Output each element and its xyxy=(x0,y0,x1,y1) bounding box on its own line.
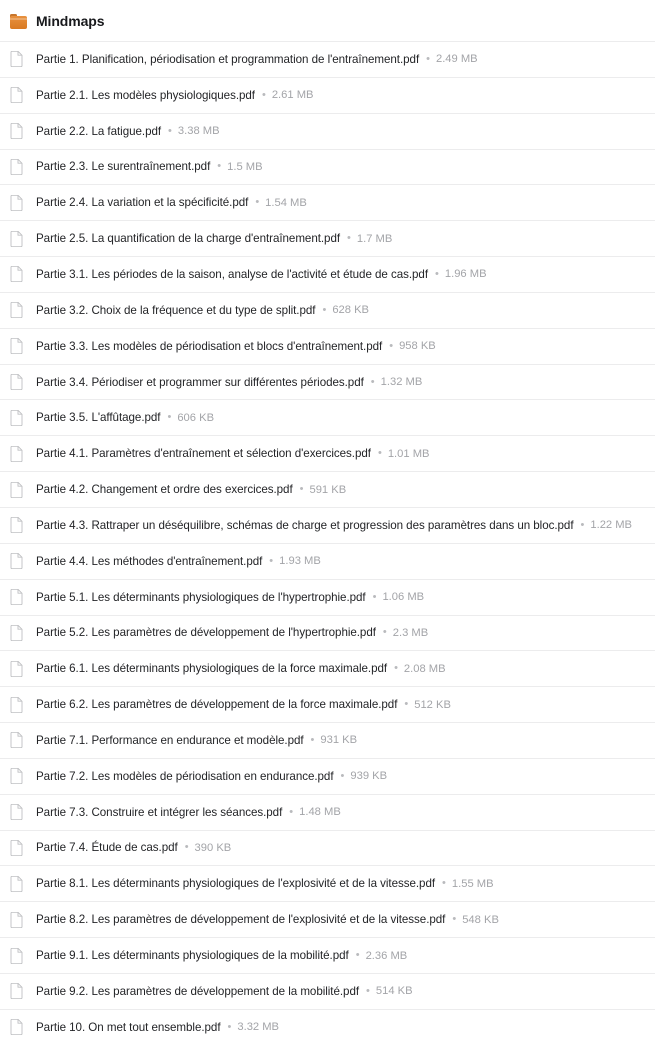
file-list xyxy=(0,41,655,1045)
file-name[interactable]: Partie 5.2. Les paramètres de développement de l'hypertrophie.pdf xyxy=(36,626,376,640)
list-item[interactable] xyxy=(0,830,655,866)
list-item[interactable] xyxy=(0,1009,655,1045)
file-name[interactable]: Partie 4.3. Rattraper un déséquilibre, schémas de charge et progression des paramètres dans un bloc.pdf xyxy=(36,518,574,532)
file-icon xyxy=(10,195,23,211)
file-size: 1.96 MB xyxy=(444,268,487,281)
separator-dot: • xyxy=(372,590,377,603)
separator-dot: • xyxy=(299,483,304,496)
file-size: 1.01 MB xyxy=(387,447,430,460)
file-icon xyxy=(10,338,23,354)
file-icon xyxy=(10,1019,23,1035)
file-icon xyxy=(10,123,23,139)
separator-dot: • xyxy=(452,913,457,926)
file-size: 591 KB xyxy=(309,483,347,496)
list-item[interactable] xyxy=(0,650,655,686)
list-item[interactable] xyxy=(0,507,655,543)
file-icon xyxy=(10,374,23,390)
file-size: 3.38 MB xyxy=(177,125,220,138)
file-name[interactable]: Partie 4.1. Paramètres d'entraînement et sélection d'exercices.pdf xyxy=(36,447,371,461)
list-item[interactable] xyxy=(0,292,655,328)
file-size: 2.36 MB xyxy=(365,949,408,962)
file-icon xyxy=(10,661,23,677)
file-name[interactable]: Partie 2.2. La fatigue.pdf xyxy=(36,124,162,138)
separator-dot: • xyxy=(404,698,409,711)
list-item[interactable] xyxy=(0,937,655,973)
file-name[interactable]: Partie 4.2. Changement et ordre des exercices.pdf xyxy=(36,483,293,497)
file-size: 628 KB xyxy=(332,304,370,317)
separator-dot: • xyxy=(382,626,387,639)
file-name[interactable]: Partie 5.1. Les déterminants physiologiques de l'hypertrophie.pdf xyxy=(36,590,366,604)
file-size: 606 KB xyxy=(177,411,215,424)
file-icon xyxy=(10,589,23,605)
file-name[interactable]: Partie 7.3. Construire et intégrer les séances.pdf xyxy=(36,805,283,819)
separator-dot: • xyxy=(580,518,585,531)
separator-dot: • xyxy=(426,52,430,65)
file-name[interactable]: Partie 2.1. Les modèles physiologiques.pdf xyxy=(36,88,255,102)
separator-dot: • xyxy=(377,447,382,460)
list-item[interactable] xyxy=(0,579,655,615)
list-item[interactable] xyxy=(0,973,655,1009)
file-size: 2.49 MB xyxy=(435,53,478,66)
file-size: 1.32 MB xyxy=(380,376,423,389)
separator-dot: • xyxy=(347,232,351,245)
file-size: 2.3 MB xyxy=(392,626,429,639)
file-icon xyxy=(10,410,23,426)
file-name[interactable]: Partie 3.1. Les périodes de la saison, analyse de l'activité et étude de cas.pdf xyxy=(36,267,429,281)
separator-dot: • xyxy=(322,303,327,316)
file-icon xyxy=(10,840,23,856)
file-icon xyxy=(10,625,23,641)
file-size: 548 KB xyxy=(462,913,499,926)
file-size: 514 KB xyxy=(375,985,413,998)
file-icon xyxy=(10,697,23,713)
list-item[interactable] xyxy=(0,865,655,901)
separator-dot: • xyxy=(168,124,172,137)
file-icon xyxy=(10,266,23,282)
list-item[interactable] xyxy=(0,471,655,507)
list-item[interactable] xyxy=(0,794,655,830)
folder-icon xyxy=(10,14,27,29)
file-icon xyxy=(10,983,23,999)
file-name[interactable]: Partie 3.5. L'affûtage.pdf xyxy=(36,411,161,425)
separator-dot: • xyxy=(255,196,260,209)
file-name[interactable]: Partie 6.1. Les déterminants physiologiques de la force maximale.pdf xyxy=(36,662,388,676)
list-item[interactable] xyxy=(0,722,655,758)
separator-dot: • xyxy=(227,1020,232,1033)
file-icon xyxy=(10,804,23,820)
file-size: 1.22 MB xyxy=(590,519,633,532)
separator-dot: • xyxy=(366,984,370,997)
folder-header xyxy=(0,0,655,41)
file-icon xyxy=(10,231,23,247)
file-size: 1.7 MB xyxy=(356,232,393,245)
file-name[interactable]: Partie 8.2. Les paramètres de développement de l'explosivité et de la vitesse.pdf xyxy=(36,913,446,927)
file-size: 2.08 MB xyxy=(403,662,446,675)
separator-dot: • xyxy=(289,805,294,818)
file-icon xyxy=(10,876,23,892)
file-icon xyxy=(10,302,23,318)
list-item[interactable] xyxy=(0,364,655,400)
separator-dot: • xyxy=(442,877,446,890)
list-item[interactable] xyxy=(0,220,655,256)
file-name[interactable]: Partie 2.3. Le surentraînement.pdf xyxy=(36,160,211,174)
file-icon xyxy=(10,87,23,103)
file-size: 1.48 MB xyxy=(299,806,341,819)
file-size: 939 KB xyxy=(350,770,388,783)
separator-dot: • xyxy=(310,733,315,746)
page-title: Mindmaps xyxy=(36,13,105,29)
file-name[interactable]: Partie 9.2. Les paramètres de développement de la mobilité.pdf xyxy=(36,984,360,998)
separator-dot: • xyxy=(355,949,360,962)
file-name[interactable]: Partie 8.1. Les déterminants physiologiques de l'explosivité et de la vitesse.pdf xyxy=(36,877,436,891)
list-item[interactable] xyxy=(0,399,655,435)
list-item[interactable] xyxy=(0,41,655,77)
file-icon xyxy=(10,553,23,569)
list-item[interactable] xyxy=(0,113,655,149)
list-item[interactable] xyxy=(0,435,655,471)
list-item[interactable] xyxy=(0,901,655,937)
file-name[interactable]: Partie 1. Planification, périodisation et programmation de l'entraînement.pdf xyxy=(36,52,420,66)
file-name[interactable]: Partie 4.4. Les méthodes d'entraînement.pdf xyxy=(36,554,263,568)
separator-dot: • xyxy=(269,554,274,567)
file-name[interactable]: Partie 3.3. Les modèles de périodisation et blocs d'entraînement.pdf xyxy=(36,339,383,353)
file-icon xyxy=(10,51,23,67)
file-icon xyxy=(10,517,23,533)
file-name[interactable]: Partie 3.2. Choix de la fréquence et du type de split.pdf xyxy=(36,303,316,317)
file-size: 931 KB xyxy=(320,734,358,747)
list-item[interactable] xyxy=(0,328,655,364)
file-size: 390 KB xyxy=(194,841,232,854)
file-name[interactable]: Partie 7.1. Performance en endurance et modèle.pdf xyxy=(36,733,304,747)
file-icon xyxy=(10,159,23,175)
file-size: 1.5 MB xyxy=(227,160,263,173)
list-item[interactable] xyxy=(0,149,655,185)
file-size: 958 KB xyxy=(399,340,436,353)
file-size: 1.54 MB xyxy=(265,196,307,209)
file-name[interactable]: Partie 7.2. Les modèles de périodisation en endurance.pdf xyxy=(36,769,334,783)
file-size: 3.32 MB xyxy=(237,1021,280,1034)
file-icon xyxy=(10,948,23,964)
file-size: 1.93 MB xyxy=(279,555,321,568)
file-size: 2.61 MB xyxy=(271,89,314,102)
separator-dot: • xyxy=(435,267,439,280)
file-icon xyxy=(10,482,23,498)
separator-dot: • xyxy=(394,662,398,675)
file-name[interactable]: Partie 2.4. La variation et la spécificité.pdf xyxy=(36,196,249,210)
list-item[interactable] xyxy=(0,758,655,794)
file-name[interactable]: Partie 7.4. Étude de cas.pdf xyxy=(36,841,178,855)
file-icon xyxy=(10,912,23,928)
list-item[interactable] xyxy=(0,543,655,579)
separator-dot: • xyxy=(340,769,345,782)
separator-dot: • xyxy=(184,841,189,854)
separator-dot: • xyxy=(261,88,266,101)
list-item[interactable] xyxy=(0,615,655,651)
separator-dot: • xyxy=(217,160,222,173)
file-name[interactable]: Partie 3.4. Périodiser et programmer sur différentes périodes.pdf xyxy=(36,375,364,389)
file-icon xyxy=(10,768,23,784)
file-size: 1.06 MB xyxy=(382,591,425,604)
separator-dot: • xyxy=(389,339,394,352)
file-name[interactable]: Partie 10. On met tout ensemble.pdf xyxy=(36,1020,221,1034)
list-item[interactable] xyxy=(0,686,655,722)
file-icon xyxy=(10,446,23,462)
list-item[interactable] xyxy=(0,184,655,220)
file-size: 512 KB xyxy=(414,698,451,711)
file-icon xyxy=(10,732,23,748)
list-item[interactable] xyxy=(0,256,655,292)
separator-dot: • xyxy=(370,375,375,388)
list-item[interactable] xyxy=(0,77,655,113)
file-name[interactable]: Partie 2.5. La quantification de la charge d'entraînement.pdf xyxy=(36,232,341,246)
file-size: 1.55 MB xyxy=(451,877,494,890)
file-name[interactable]: Partie 6.2. Les paramètres de développement de la force maximale.pdf xyxy=(36,698,398,712)
separator-dot: • xyxy=(167,411,172,424)
file-name[interactable]: Partie 9.1. Les déterminants physiologiques de la mobilité.pdf xyxy=(36,949,349,963)
